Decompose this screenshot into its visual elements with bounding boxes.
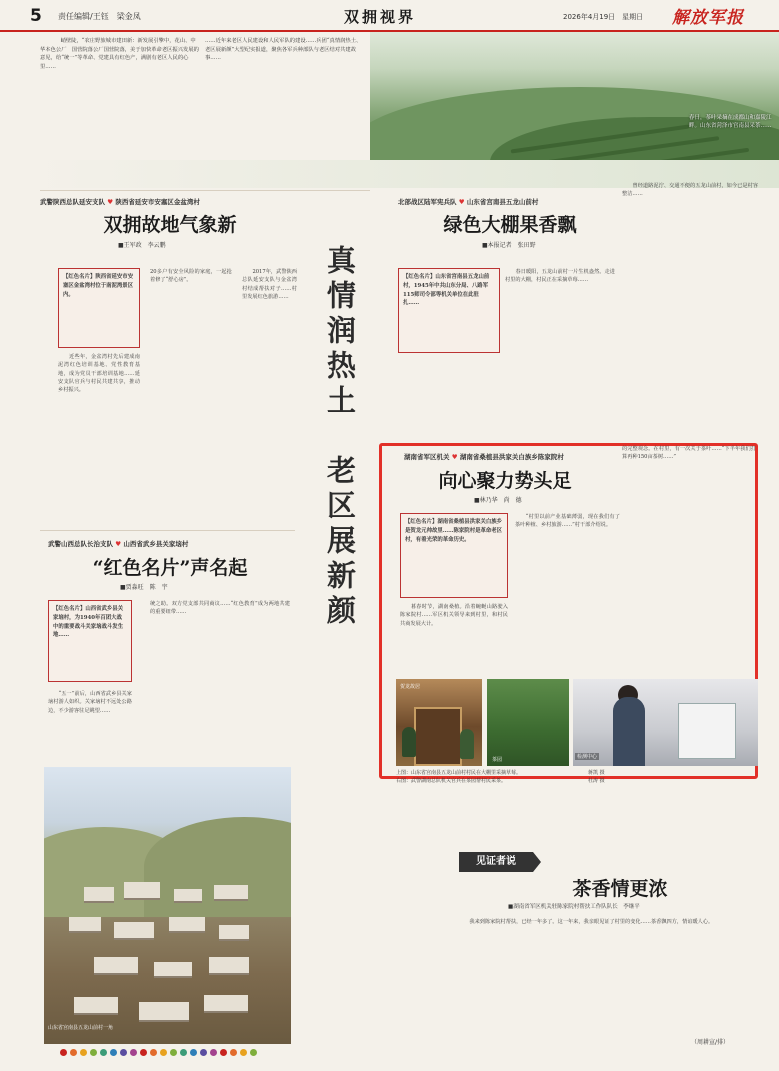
vertical-feature-title bbox=[310, 207, 370, 676]
article-body: 的完整观念。在村里，有一次关于茶叶……“下半年我们打算再种150亩茶树……” bbox=[622, 446, 756, 461]
credit-right: 杜涛 摄 bbox=[588, 777, 605, 784]
footer-dot bbox=[90, 1049, 97, 1056]
footer-dot bbox=[190, 1049, 197, 1056]
caption-top: 上图：山东省宫南县五龙山前村村民在大棚里采摘草莓。 bbox=[396, 770, 522, 776]
footer-dot bbox=[70, 1049, 77, 1056]
newspaper-masthead: 解放军报 bbox=[672, 8, 744, 28]
footer-dot bbox=[210, 1049, 217, 1056]
editors-line: 责任编辑/王钰 梁金凤 bbox=[58, 12, 141, 21]
footer-dot bbox=[180, 1049, 187, 1056]
article-body: 曾经道路泥泞、交通不便的五龙山前村，如今已是村容整洁…… bbox=[622, 183, 758, 198]
section-title: 双拥视界 bbox=[344, 8, 417, 26]
article-title: “红色名片”声名起 bbox=[92, 557, 248, 579]
article-title: 双拥故地气象新 bbox=[103, 214, 237, 236]
footer-dot bbox=[220, 1049, 227, 1056]
heart-icon: ♥ bbox=[451, 453, 458, 461]
footer-dot bbox=[200, 1049, 207, 1056]
article-body: 2017年，武警陕西总队延安支队与金盆湾村结成帮扶对子……村里发展红色旅游…… bbox=[242, 269, 297, 300]
article-body: “村里以前产业基础薄弱，现在我们有了茶叶种植、乡村旅游……”村干部介绍说。 bbox=[515, 514, 620, 529]
opinion-body: 我来到陈家院村帮扶，已经一年多了。这一年来，我亲眼见证了村里的变化……茶香飘四方，情谊暖人心。 bbox=[459, 919, 714, 925]
red-card-intro: 【红色名片】山西省武乡县关家垴村，为1940年百团大战中的重要战斗关家垴战斗发生地…… bbox=[48, 600, 132, 682]
caption-right: 右图：武警湖南总队机关官兵在茶园帮村民采茶。 bbox=[396, 777, 507, 784]
footer-dot bbox=[170, 1049, 177, 1056]
opinion-tag: 见证者说 bbox=[459, 852, 533, 872]
footer-dot bbox=[150, 1049, 157, 1056]
article-kicker bbox=[404, 452, 564, 461]
hero-text-col2: ……近年来老区人民建设和人民军队的建设……兵团“真情润热土、老区展新颜”大型纪实报道，聚焦各军兵种部队与老区结对共建故事…… bbox=[205, 38, 362, 62]
footer-dot bbox=[240, 1049, 247, 1056]
footer-dot bbox=[120, 1049, 127, 1056]
footer-editor: （周耕宣/排） bbox=[691, 1039, 730, 1046]
hero-text-col1: 峭壁陡，“农庄野旅城市建田新：新发展引擎中，花山、中华本色公厂 国营院落公厂国营院落，美于加快革命老区振兴发展的意见，给“统一”等革命、党建具有红色产，满剧有老区人民的心里…… bbox=[40, 38, 199, 70]
heart-icon: ♥ bbox=[458, 198, 465, 206]
article-body: 20多户有安全风险的家庭，一起抢着修了“舒心房”。 bbox=[150, 269, 232, 284]
tea-garden-hero-photo bbox=[370, 32, 779, 177]
footer-dot bbox=[80, 1049, 87, 1056]
heart-icon: ♥ bbox=[107, 198, 114, 206]
page-header bbox=[0, 0, 779, 32]
kicker-place: 湖南省桑植县洪家关白族乡陈家院村 bbox=[459, 453, 564, 461]
kicker-place: 山西省武乡县关家垴村 bbox=[123, 540, 189, 548]
heart-icon: ♥ bbox=[115, 540, 122, 548]
article-body: 暮春时节，湖南桑植。沿着蜿蜒山路驶入陈家院村……军区机关领导来到村里，和村民共商发展大计。 bbox=[400, 604, 508, 627]
article-body: 统之助。双方党支部共同商议……“红色教育”成为两地共建的重要纽带…… bbox=[150, 601, 290, 616]
article-body: 近些年，金盆湾村先后建成南泥湾红色培训基地、党性教育基地，成为党员干部培训基地……延安支队官兵与村民共建共享，推动乡村振兴。 bbox=[58, 354, 140, 394]
page-number: 5 bbox=[30, 6, 42, 26]
red-card-intro: 【红色名片】陕西省延安市安塞区金盆湾村位于南泥湾景区内。 bbox=[58, 268, 140, 348]
article-byline: ■王军政 李云鹏 bbox=[118, 242, 166, 249]
opinion-title: 茶香情更浓 bbox=[572, 878, 668, 900]
footer-dot bbox=[60, 1049, 67, 1056]
footer-dot bbox=[140, 1049, 147, 1056]
article-kicker bbox=[48, 539, 188, 548]
tea-photo-label: 茶园 bbox=[492, 757, 503, 763]
kicker-unit: 湖南省军区机关 bbox=[404, 453, 450, 461]
footer-dot bbox=[250, 1049, 257, 1056]
vertical-title-text: 真情润热土 老区展新颜 bbox=[323, 244, 357, 630]
issue-date: 2026年4月19日 星期日 bbox=[563, 13, 644, 21]
kicker-place: 陕西省延安市安塞区金盆湾村 bbox=[115, 198, 200, 206]
article-body: 春日暖阳，五龙山前村一片生机盎然。走进村里的大棚，村民正在采摘草莓…… bbox=[505, 269, 615, 284]
kicker-place: 山东省宫南县五龙山前村 bbox=[466, 198, 539, 206]
kicker-unit: 北部战区陆军宪兵队 bbox=[398, 198, 457, 206]
article-title: 绿色大棚果香飘 bbox=[443, 214, 577, 236]
hero-photo-caption: 春日，茶叶采摘在成都山和嘉陵江畔。山东省菏泽市宫南县采茶…… bbox=[689, 115, 772, 129]
hero-intro-text-col2 bbox=[205, 37, 365, 63]
red-card-intro: 【红色名片】湖南省桑植县洪家关白族乡是贺龙元帅故里……陈家院村是革命老区村，有着光荣的革命历史。 bbox=[400, 513, 508, 598]
lab-photo-label: 检测中心 bbox=[577, 754, 598, 760]
village-gate-photo bbox=[396, 679, 482, 766]
footer-color-dots bbox=[60, 1049, 257, 1059]
article-byline: ■贾淼旺 陈 宇 bbox=[120, 584, 168, 591]
footer-dot bbox=[230, 1049, 237, 1056]
photo-captions bbox=[396, 770, 758, 785]
red-card-intro: 【红色名片】山东省宫南县五龙山前村，1945年中共山东分局、八路军115师司令部等机关单位在此驻扎…… bbox=[398, 268, 500, 353]
footer-dot bbox=[100, 1049, 107, 1056]
opinion-byline: ■湖南省军区机关驻陈家院村帮扶工作队队长 李继平 bbox=[508, 904, 640, 910]
kicker-unit: 武警山西总队长治支队 bbox=[48, 540, 113, 548]
article-body: “五一”前后，山西省武乡县关家垴村游人如织。关家垴村不远处公路边，不少游客驻足眺望…… bbox=[48, 691, 132, 714]
caption-credits bbox=[588, 770, 648, 785]
footer-dot bbox=[130, 1049, 137, 1056]
article-kicker bbox=[40, 197, 200, 206]
article-kicker bbox=[398, 197, 538, 206]
gate-photo-label: 贺龙故居 bbox=[400, 684, 421, 690]
article-byline: ■林乃华 尚 德 bbox=[474, 497, 522, 504]
kicker-unit: 武警陕西总队延安支队 bbox=[40, 198, 105, 206]
footer-dot bbox=[110, 1049, 117, 1056]
footer-dot bbox=[160, 1049, 167, 1056]
village-landscape-photo bbox=[44, 767, 291, 1044]
village-photo-caption: 山东省宫南县五龙山前村一角 bbox=[48, 1025, 114, 1031]
article-title: 向心聚力势头足 bbox=[438, 470, 572, 492]
article-byline: ■本报记者 张田野 bbox=[482, 242, 536, 249]
lab-inspection-photo bbox=[573, 679, 758, 766]
tea-picking-photo bbox=[487, 679, 569, 766]
credit-top: 蒋凯 摄 bbox=[588, 770, 605, 776]
